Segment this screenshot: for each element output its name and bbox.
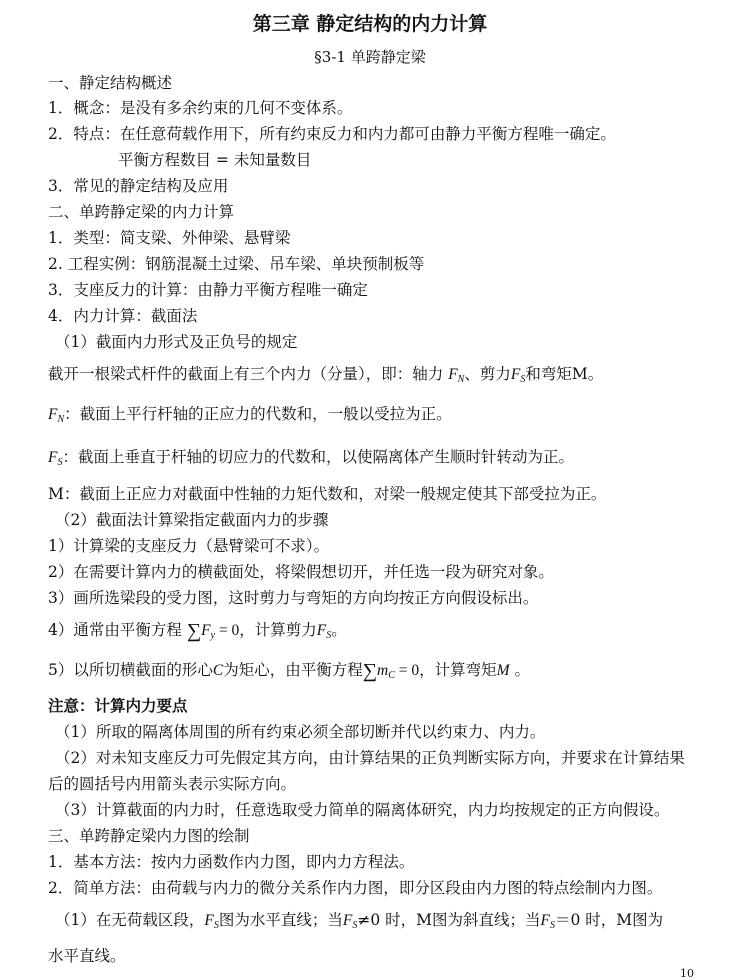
reaction-text: 3．支座反力的计算：由静力平衡方程唯一确定 <box>48 281 368 299</box>
c-symbol: C <box>212 662 224 679</box>
chapter-title: 第三章 静定结构的内力计算 <box>252 13 488 35</box>
fn-symbol: $F_N$ <box>48 406 65 425</box>
fs-symbol: $F_S$ <box>48 449 63 468</box>
fs-definition <box>48 446 700 474</box>
note-3: （3）计算截面的内力时，任意选取受力简单的隔离体研究，内力均按规定的正方向假设。 <box>55 801 670 819</box>
step-3: 3）画所选梁段的受力图，这时剪力与弯矩的方向均按正方向假设标出。 <box>48 589 539 607</box>
heading-single-span: 二、单跨静定梁的内力计算 <box>48 203 235 221</box>
sum-fy-equation: $\sum F_y = 0$ <box>186 620 240 642</box>
fs-symbol: $F_S$ <box>204 912 219 931</box>
step-5: 5）以所切横截面的形心C为矩心，由平衡方程$\sum m_C = 0$，计算弯矩M 。 <box>48 660 530 682</box>
case-1-part-d: ＝0 时，M图为 <box>554 911 664 929</box>
sign-convention-heading: （1）截面内力形式及正负号的规定 <box>55 333 298 351</box>
steps-heading: （2）截面法计算梁指定截面内力的步骤 <box>55 511 329 529</box>
fs-symbol: $F_S$ <box>316 622 332 641</box>
common-structures-text: 3．常见的静定结构及应用 <box>48 177 229 195</box>
note-heading: 注意：计算内力要点 <box>48 697 188 715</box>
note-2a: （2）对未知支座反力可先假定其方向，由计算结果的正负判断实际方向，并要求在计算结果 <box>55 749 685 767</box>
sum-mc-equation: $\sum m_C = 0$ <box>362 660 420 682</box>
case-1-part-b: 图为水平直线；当 <box>218 911 343 929</box>
case-1-part-a: （1）在无荷载区段， <box>55 911 205 929</box>
m-definition: M：截面上正应力对截面中性轴的力矩代数和，对梁一般规定使其下部受拉为正。 <box>48 485 607 503</box>
step-4-part-a: 4）通常由平衡方程 <box>48 621 182 639</box>
case-1-continuation: 水平直线。 <box>48 947 126 965</box>
heading-diagrams: 三、单跨静定梁内力图的绘制 <box>48 827 250 845</box>
step-2: 2）在需要计算内力的横截面处，将梁假想切开，并任选一段为研究对象。 <box>48 563 554 581</box>
examples-text: 2. 工程实例：钢筋混凝土过梁、吊车梁、单块预制板等 <box>48 255 425 273</box>
case-1-line <box>55 909 700 937</box>
fs-symbol: $F_S$ <box>510 366 526 385</box>
equation-count-text: 平衡方程数目 = 未知量数目 <box>118 151 312 169</box>
basic-method-text: 1．基本方法：按内力函数作内力图，即内力方程法。 <box>48 853 415 871</box>
fs-symbol: $F_S$ <box>540 912 555 931</box>
step-4-part-b: ，计算剪力 <box>239 621 317 639</box>
page-number: 10 <box>680 967 694 980</box>
note-2b: 后的圆括号内用箭头表示实际方向。 <box>48 775 297 793</box>
three-forces-text <box>48 363 700 391</box>
types-text: 1．类型：简支梁、外伸梁、悬臂梁 <box>48 229 291 247</box>
note-1: （1）所取的隔离体周围的所有约束必须全部切断并代以约束力、内力。 <box>55 723 546 741</box>
case-1-part-c: ≠0 时，M图为斜直线；当 <box>357 911 541 929</box>
step-1: 1）计算梁的支座反力（悬臂梁可不求）。 <box>48 537 330 555</box>
fn-definition-text: ：截面上平行杆轴的正应力的代数和，一般以受拉为正。 <box>64 405 452 423</box>
step-5-part-a: 5）以所切横截面的形心 <box>48 661 213 679</box>
fs-definition-text: ：截面上垂直于杆轴的切应力的代数和，以使隔离体产生顺时针转动为正。 <box>62 448 574 466</box>
step-5-part-b: 为矩心，由平衡方程 <box>223 661 363 679</box>
simple-method-text: 2．简单方法：由荷载与内力的微分关系作内力图，即分区段由内力图的特点绘制内力图。 <box>48 879 663 897</box>
step-5-part-c: ，计算弯矩 <box>419 661 497 679</box>
step-4: 4）通常由平衡方程 $\sum F_y = 0$，计算剪力$F_S$。 <box>48 620 347 642</box>
fn-definition <box>48 403 700 431</box>
section-subtitle: §3-1 单跨静定梁 <box>314 48 426 66</box>
fn-symbol: $F_N$ <box>448 366 465 385</box>
feature-text: 2．特点：在任意荷载作用下，所有约束反力和内力都可由静力平衡方程唯一确定。 <box>48 125 616 143</box>
fs-symbol: $F_S$ <box>342 912 358 931</box>
internal-force-method-text: 4．内力计算：截面法 <box>48 307 198 325</box>
heading-overview: 一、静定结构概述 <box>48 74 173 92</box>
m-symbol: M <box>496 662 510 679</box>
concept-text: 1．概念：是没有多余约束的几何不变体系。 <box>48 99 353 117</box>
three-forces-part-b: 、剪力 <box>464 365 511 383</box>
three-forces-part-a: 截开一根梁式杆件的截面上有三个内力（分量），即：轴力 <box>48 365 444 383</box>
three-forces-part-c: 和弯矩M。 <box>525 365 604 383</box>
